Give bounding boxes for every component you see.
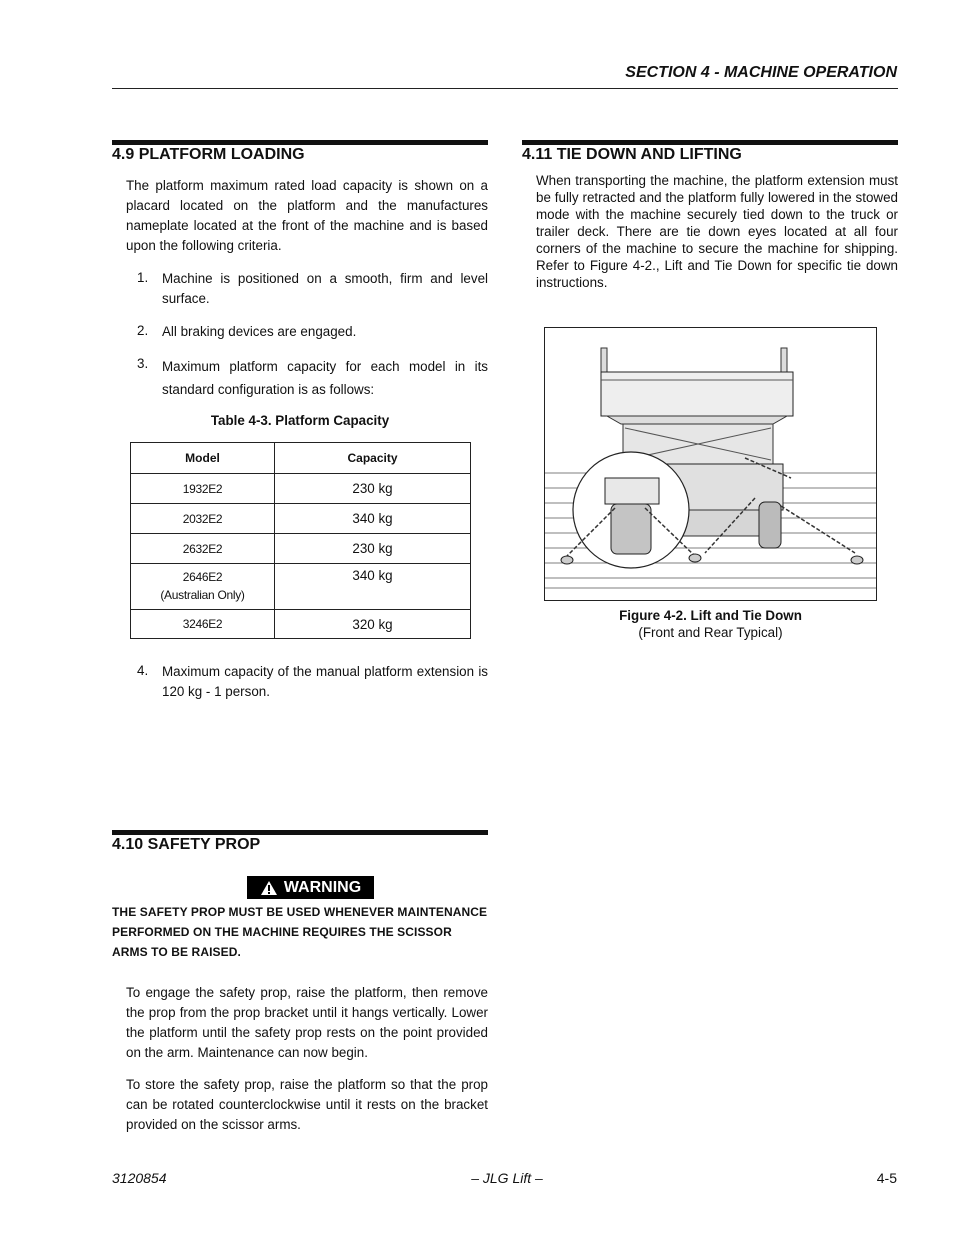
model-note: (Australian Only) [160,588,245,602]
table-row [131,504,471,534]
safety-prop-store-paragraph: To store the safety prop, raise the platform so that the prop can be rotated counterclockwise until it rests on the bracket provided on the scissor arms. [126,1077,488,1132]
figure-caption-subtitle: (Front and Rear Typical) [638,625,783,640]
figure-caption-title: Figure 4-2. Lift and Tie Down [619,608,802,623]
model-cell [131,564,275,610]
list-number: 2. [137,323,149,338]
section-bar [112,140,488,145]
table-row [131,534,471,564]
section-title-platform-loading: 4.9 PLATFORM LOADING [112,146,305,163]
list-item: Maximum capacity of the manual platform extension is 120 kg - 1 person. [162,664,488,699]
warning-text: THE SAFETY PROP MUST BE USED WHENEVER MAINTENANCE PERFORMED ON THE MACHINE REQUIRES THE SCISSOR ARMS TO BE RAISED. [112,905,488,959]
list-item: Machine is positioned on a smooth, firm and level surface. [162,271,488,306]
model-cell: 2632E2 [131,534,275,564]
model-cell: 3246E2 [131,610,275,639]
platform-loading-intro: The platform maximum rated load capacity is shown on a placard located on the platform and the manufactures nameplate located at the front of the machine and is based upon the following criteria. [126,178,488,253]
section-bar [522,140,898,145]
capacity-cell: 230 kg [275,474,471,504]
section-bar [112,830,488,835]
warning-label [247,876,374,899]
table-header-model: Model [131,443,275,474]
section-title-safety-prop: 4.10 SAFETY PROP [112,836,261,853]
lift-tie-down-illustration [545,328,876,600]
model-cell: 1932E2 [131,474,275,504]
capacity-cell: 340 kg [275,564,471,610]
header-rule [112,88,898,89]
footer-doc-number: 3120854 [112,1170,167,1186]
footer-page-number: 4-5 [876,1170,897,1186]
capacity-cell: 320 kg [275,610,471,639]
list-number: 3. [137,356,149,371]
model-cell: 2032E2 [131,504,275,534]
list-item: All braking devices are engaged. [162,324,357,339]
section-title-tie-down: 4.11 TIE DOWN AND LIFTING [522,146,742,163]
table-row [131,610,471,639]
capacity-cell: 230 kg [275,534,471,564]
list-number: 4. [137,663,149,678]
list-item: Maximum platform capacity for each model in its standard configuration is as follows: [162,359,488,397]
capacity-cell: 340 kg [275,504,471,534]
figure-lift-and-tie-down [544,327,877,601]
warning-triangle-icon [260,880,278,896]
tie-down-paragraph: When transporting the machine, the platform extension must be fully retracted and the platform fully lowered in the stowed mode with the machine securely tied down to the truck or trailer deck. There are tie down eyes located at all four corners of the machine to secure the machine for shipping. Refer to Figure 4-2., Lift and Tie Down for specific tie down instructions. [536,173,898,290]
list-number: 1. [137,270,149,285]
warning-label-text: WARNING [283,878,362,896]
footer-center: – JLG Lift – [471,1170,543,1186]
section-header: SECTION 4 - MACHINE OPERATION [625,64,897,81]
platform-capacity-table [130,442,471,639]
table-row [131,564,471,610]
table-header-capacity: Capacity [275,443,471,474]
safety-prop-engage-paragraph: To engage the safety prop, raise the platform, then remove the prop from the prop bracket until it hangs vertically. Lower the platform until the safety prop rests on the point provided on the arm. Maintenance can now begin. [126,985,488,1060]
table-caption: Table 4-3. Platform Capacity [210,413,390,428]
table-row [131,474,471,504]
model-name: 2646E2 [182,570,223,584]
